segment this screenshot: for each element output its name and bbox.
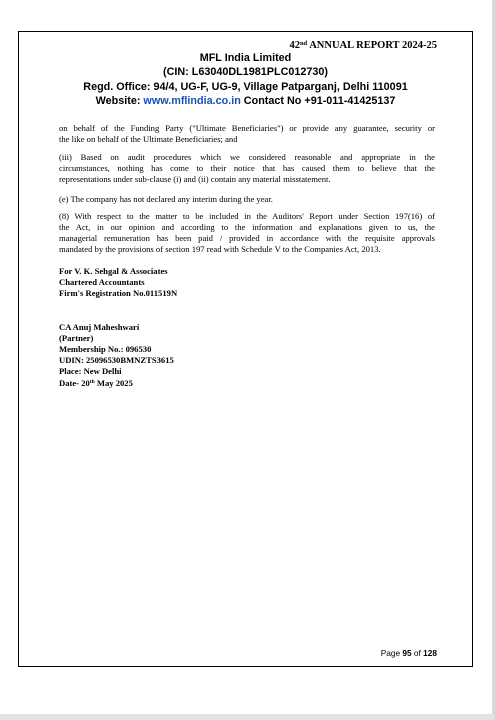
paragraph-audit-procedures	[59, 152, 435, 185]
website-link[interactable]: www.mflindia.co.in	[143, 95, 241, 107]
report-title-text: ANNUAL REPORT 2024-25	[307, 40, 437, 51]
signatory-name: CA Anuj Maheshwari	[59, 322, 140, 332]
date-rest: May 2025	[94, 378, 133, 388]
page-total: 128	[423, 648, 437, 658]
page-number	[381, 648, 437, 658]
paragraph-beneficiaries	[59, 123, 435, 145]
text-line: on behalf of the Funding Party ("Ultimate Beneficiaries") or provide any guarantee, security or	[59, 123, 435, 133]
text-line: the like on behalf of the Ultimate Beneficiaries; and	[59, 134, 238, 144]
signing-date	[59, 377, 174, 389]
text-line: circumstances, nothing has come to their notice that has caused them to believe that the	[59, 163, 435, 173]
text-line: representations under sub-clause (i) and (ii) contain any material misstatement.	[59, 174, 331, 184]
page-bottom-shadow	[0, 714, 495, 720]
signing-place: Place: New Delhi	[59, 366, 122, 376]
contact-number: Contact No +91-011-41425137	[240, 95, 396, 107]
paragraph-managerial-remuneration	[59, 211, 435, 255]
udin-number: UDIN: 25096530BMNZTS3615	[59, 355, 174, 365]
firm-designation: Chartered Accountants	[59, 277, 145, 287]
text-line: (iii) Based on audit procedures which we considered reasonable and appropriate in the	[59, 152, 435, 162]
text-line: (e) The company has not declared any interim during the year.	[59, 194, 273, 204]
page-label: Page	[380, 648, 403, 658]
firm-name: For V. K. Sehgal & Associates	[59, 266, 168, 276]
company-cin: (CIN: L63040DL1981PLC012730)	[162, 66, 329, 78]
text-line: the Act, in our opinion and according to the information and explanations given to us, the	[59, 222, 435, 232]
text-line: managerial remuneration has been paid / provided in accordance with the requisite approvals	[59, 233, 435, 243]
text-line: (8) With respect to the matter to be included in the Auditors' Report under Section 197(16) of	[59, 211, 435, 221]
page-current: 95	[402, 648, 412, 658]
registered-office: Regd. Office: 94/4, UG-F, UG-9, Village Patparganj, Delhi 110091	[83, 81, 408, 93]
website-contact-line	[22, 95, 469, 109]
firm-registration: Firm's Registration No.011519N	[59, 288, 178, 298]
annual-report-title	[289, 40, 437, 51]
membership-number: Membership No.: 096530	[59, 344, 152, 354]
signatory-details	[59, 322, 174, 389]
website-label: Website:	[95, 95, 144, 107]
signatory-role: (Partner)	[59, 333, 94, 343]
text-line: mandated by the provisions of section 197 read with Schedule V to the Companies Act, 2013.	[59, 244, 381, 254]
company-name: MFL India Limited	[199, 52, 292, 64]
paragraph-interim-dividend	[59, 194, 435, 205]
page-of: of	[411, 648, 424, 658]
date-prefix: Date- 20	[59, 378, 90, 388]
report-ordinal: nd	[299, 40, 308, 47]
firm-details	[59, 266, 177, 299]
date-ordinal: th	[89, 379, 95, 385]
report-number: 42	[289, 40, 300, 51]
